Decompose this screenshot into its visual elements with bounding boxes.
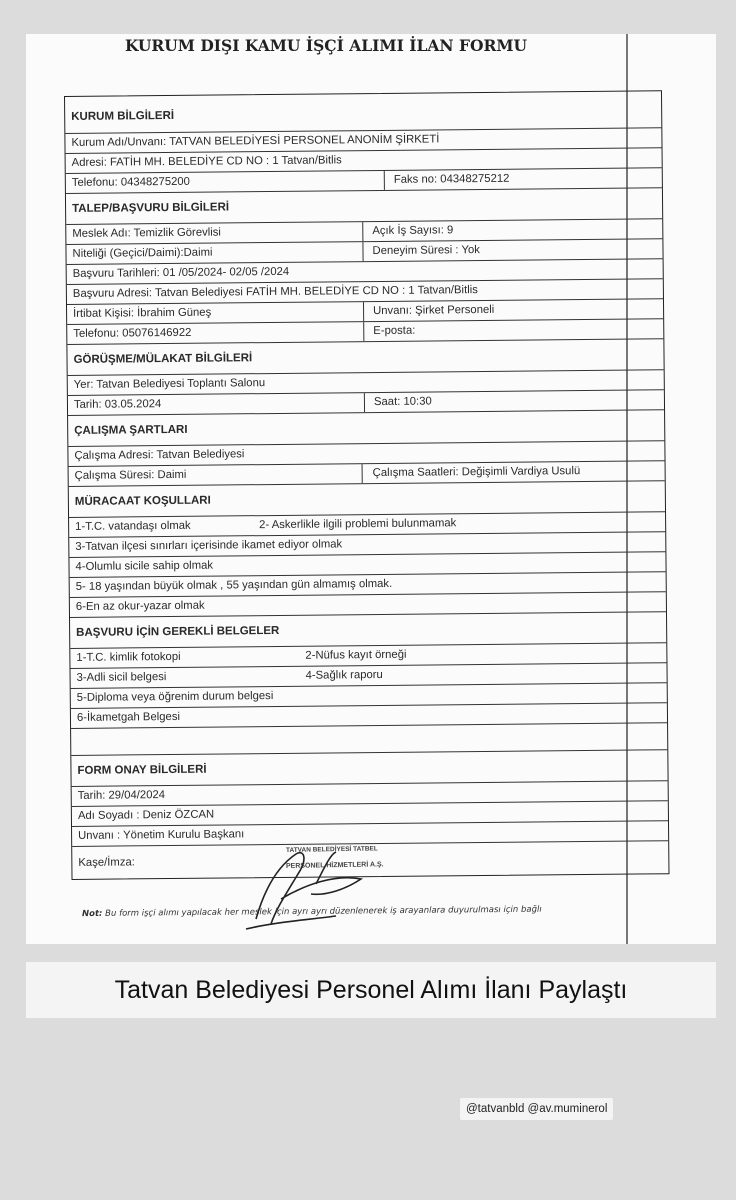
row-belge-6: 6-İkametgah Belgesi [71, 703, 667, 729]
form-table [64, 90, 669, 880]
row-kase: Kaşe/İmza: [78, 856, 135, 869]
row-meslek: Meslek Adı: Temizlik Görevlisi Açık İş Sayısı: 9 [66, 219, 662, 245]
row-belge-5: 5-Diploma veya öğrenim durum belgesi [71, 683, 667, 709]
form-title: KURUM DIŞI KAMU İŞÇİ ALIMI İLAN FORMU [124, 36, 528, 55]
row-kurum-adres: Adresi: FATİH MH. BELEDİYE CD NO : 1 Tatvan/Bitlis [66, 148, 662, 174]
section-gorusme: GÖRÜŞME/MÜLAKAT BİLGİLERİ [67, 339, 663, 376]
row-kurum-adi: Kurum Adı/Unvanı: TATVAN BELEDİYESİ PERSONEL ANONİM ŞİRKETİ [65, 128, 661, 154]
stamp-signature [186, 824, 416, 944]
row-kosul-5: 5- 18 yaşından büyük olmak , 55 yaşından gün almamış olmak. [70, 572, 666, 598]
form-note: Not: Bu form işçi alımı yapılacak her meslek için ayrı ayrı düzenlenerek iş arayanlara duyurulması için bağlı [81, 904, 542, 920]
mention-tags[interactable]: @tatvanbld @av.muminerol [460, 1098, 613, 1120]
row-calisma-sure: Çalışma Süresi: Daimi Çalışma Saatleri: Değişimli Vardiya Usulü [69, 461, 665, 487]
row-belge-3: 3-Adli sicil belgesi 4-Sağlık raporu [71, 663, 667, 689]
row-onay-unvan: Unvanı : Yönetim Kurulu Başkanı [72, 821, 668, 847]
row-kosul-3: 3-Tatvan ilçesi sınırları içerisinde ikamet ediyor olmak [69, 532, 665, 558]
row-kosul-4: 4-Olumlu sicile sahip olmak [69, 552, 665, 578]
row-calisma-adres: Çalışma Adresi: Tatvan Belediyesi [68, 441, 664, 467]
row-kosul-1: 1-T.C. vatandaşı olmak 2- Askerlikle ilgili problemi bulunmamak [69, 512, 665, 538]
svg-text:PERSONEL HİZMETLERİ A.Ş.: PERSONEL HİZMETLERİ A.Ş. [285, 861, 384, 870]
caption-banner: Tatvan Belediyesi Personel Alımı İlanı Paylaştı [26, 962, 716, 1018]
row-belge-1: 1-T.C. kimlik fotokopi 2-Nüfus kayıt örneği [70, 643, 666, 669]
row-onay-adi: Adı Soyadı : Deniz ÖZCAN [72, 801, 668, 827]
section-belgeler: BAŞVURU İÇİN GEREKLİ BELGELER [70, 612, 666, 649]
section-calisma: ÇALIŞMA ŞARTLARI [68, 410, 664, 447]
form-paper [26, 34, 716, 944]
section-talep: TALEP/BAŞVURU BİLGİLERİ [66, 188, 662, 225]
row-kurum-telefon: Telefonu: 04348275200 Faks no: 04348275212 [66, 168, 662, 194]
row-talep-telefon: Telefonu: 05076146922 E-posta: [67, 319, 663, 345]
section-muracaat: MÜRACAAT KOŞULLARI [69, 481, 665, 518]
row-gorusme-yer: Yer: Tatvan Belediyesi Toplantı Salonu [68, 370, 664, 396]
row-irtibat: İrtibat Kişisi: İbrahim Güneş Unvanı: Şirket Personeli [67, 299, 663, 325]
row-gorusme-tarih: Tarih: 03.05.2024 Saat: 10:30 [68, 390, 664, 416]
section-kurum: KURUM BİLGİLERİ [65, 91, 661, 134]
row-nitelik: Niteliği (Geçici/Daimi):Daimi Deneyim Süresi : Yok [66, 239, 662, 265]
svg-text:TATVAN BELEDİYESİ TATBEL: TATVAN BELEDİYESİ TATBEL [285, 845, 378, 854]
row-basvuru-tarihleri: Başvuru Tarihleri: 01 /05/2024- 02/05 /2024 [67, 259, 663, 285]
row-basvuru-adresi: Başvuru Adresi: Tatvan Belediyesi FATİH MH. BELEDİYE CD NO : 1 Tatvan/Bitlis [67, 279, 663, 305]
row-kosul-6: 6-En az okur-yazar olmak [70, 592, 666, 618]
section-onay: FORM ONAY BİLGİLERİ [71, 750, 667, 787]
row-onay-tarih: Tarih: 29/04/2024 [72, 781, 668, 807]
